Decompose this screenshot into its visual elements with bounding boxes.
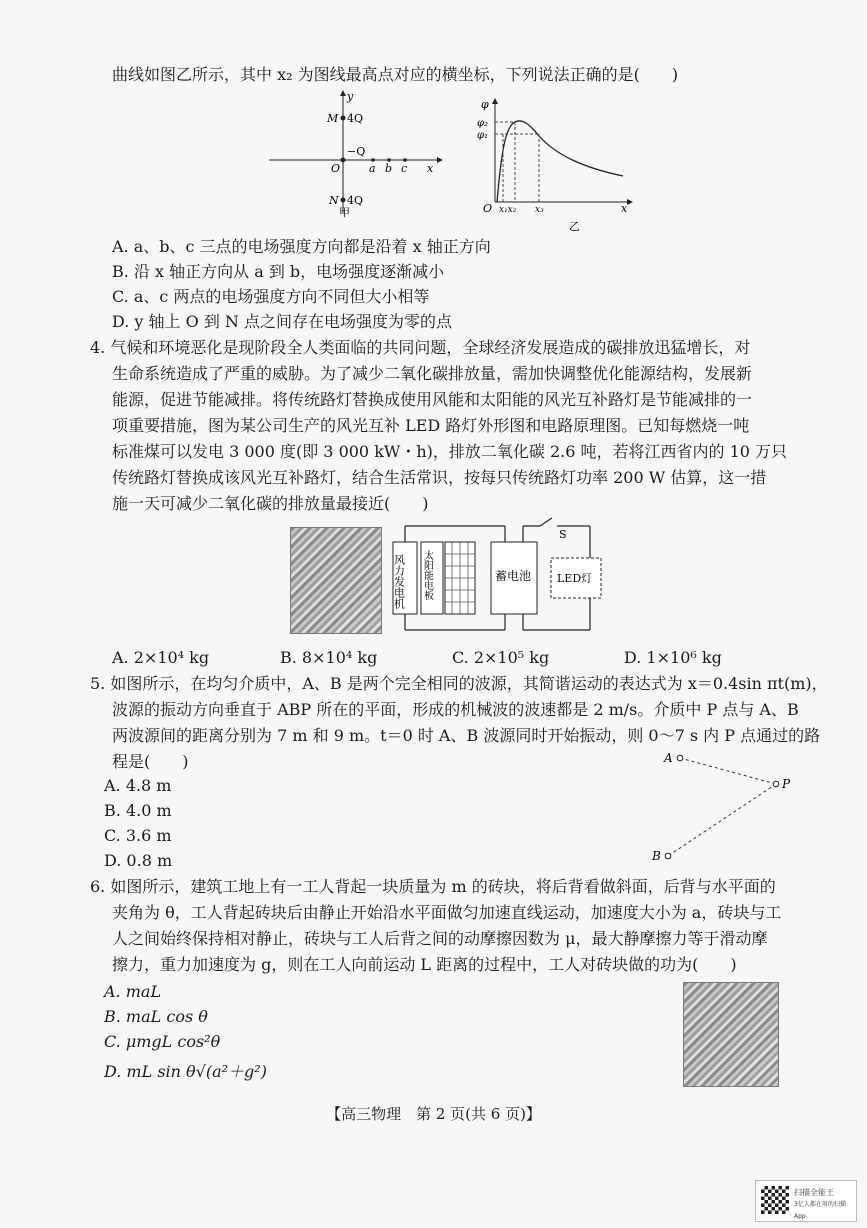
q5-line-3: 两波源间的距离分别为 7 m 和 9 m。t＝0 时 A、B 波源同时开始振动，则 0～7 s 内 P 点通过的路 — [112, 726, 821, 745]
fig-jia-O: O — [331, 162, 341, 175]
fig-yi-phi2: φ₂ — [477, 118, 489, 129]
q6-option-c: C. μmgL cos²θ — [104, 1032, 221, 1051]
q5-line-1: 5. 如图所示，在均匀介质中，A、B 是两个完全相同的波源，其简谐运动的表达式为 x＝0.4sin πt(m)， — [90, 674, 828, 693]
fig-yi-x: x — [621, 202, 628, 215]
page-footer: 【高三物理 第 2 页(共 6 页)】 — [326, 1105, 541, 1123]
q3-option-d: D. y 轴上 O 到 N 点之间存在电场强度为零的点 — [112, 312, 453, 331]
q6-line-2: 夹角为 θ，工人背起砖块后由静止开始沿水平面做匀加速直线运动，加速度大小为 a，砖块与工 — [112, 903, 782, 922]
q4-line-5: 标准煤可以发电 3 000 度(即 3 000 kW・h)，排放二氧化碳 2.6 吨，若将江西省内的 10 万只 — [112, 442, 788, 461]
q5-option-c: C. 3.6 m — [104, 826, 172, 845]
q6-line-4: 擦力，重力加速度为 g，则在工人向前运动 L 距离的过程中，工人对砖块做的功为( ) — [112, 955, 737, 974]
q5-fig-A: A — [664, 751, 673, 765]
q4-option-c: C. 2×10⁵ kg — [452, 648, 550, 667]
fig-jia-N: N — [329, 194, 339, 207]
q4-line-3: 能源，促进节能减排。将传统路灯替换成使用风能和太阳能的风光互补路灯是节能减排的一 — [112, 390, 753, 409]
q6-option-b: B. maL cos θ — [104, 1007, 208, 1026]
fig-yi-x1x2: x₁x₂ — [499, 205, 517, 215]
q3-option-a: A. a、b、c 三点的电场强度方向都是沿着 x 轴正方向 — [112, 237, 491, 256]
fig-jia-c: c — [401, 162, 408, 175]
scanner-name: 扫描全能王 — [794, 1188, 834, 1197]
fig-jia-a: a — [369, 162, 376, 175]
fig-jia-4Q-bottom: 4Q — [347, 194, 364, 207]
figure-jia — [265, 88, 445, 218]
q5-line-2: 波源的振动方向垂直于 ABP 所在的平面，形成的机械波的波速都是 2 m/s。介质中 P 点与 A、B — [112, 700, 799, 719]
q3-intro: 曲线如图乙所示，其中 x₂ 为图线最高点对应的横坐标，下列说法正确的是( ) — [112, 65, 679, 84]
q6-line-3: 人之间始终保持相对静止，砖块与工人后背之间的动摩擦因数为 μ，最大静摩擦力等于滑动摩 — [112, 929, 768, 948]
q6-line-1: 6. 如图所示，建筑工地上有一工人背起一块质量为 m 的砖块，将后背看做斜面，后背与水平面的 — [90, 877, 776, 896]
q5-figure — [652, 748, 800, 864]
fig-jia-caption: 甲 — [339, 206, 350, 219]
q6-option-a: A. maL — [104, 982, 162, 1001]
q4-option-b: B. 8×10⁴ kg — [280, 648, 378, 667]
figure-yi — [475, 96, 635, 234]
q5-option-b: B. 4.0 m — [104, 801, 172, 820]
circuit-switch-label: S — [559, 528, 567, 541]
q4-line-4: 项重要措施，图为某公司生产的风光互补 LED 路灯外形图和电路原理图。已知每燃烧一吨 — [112, 416, 750, 435]
fig-yi-caption: 乙 — [569, 220, 580, 233]
fig-jia-b: b — [385, 162, 393, 175]
fig-yi-x3: x₃ — [535, 205, 544, 215]
fig-jia-x: x — [427, 162, 434, 175]
fig-yi-O: O — [483, 202, 493, 215]
street-light-photo — [290, 527, 382, 634]
q5-option-d: D. 0.8 m — [104, 851, 173, 870]
circuit-generator-label: 风力发电机 — [392, 554, 406, 609]
scanner-sub: 3亿人都在用的扫描App — [794, 1201, 846, 1220]
q3-option-b: B. 沿 x 轴正方向从 a 到 b，电场强度逐渐减小 — [112, 262, 445, 281]
worker-photo — [683, 982, 779, 1087]
circuit-led-label: LED灯 — [557, 572, 593, 585]
fig-jia-4Q-top: 4Q — [347, 112, 364, 125]
q4-line-2: 生命系统造成了严重的威胁。为了减少二氧化碳排放量，需加快调整优化能源结构，发展新 — [112, 364, 753, 383]
q3-option-c: C. a、c 两点的电场强度方向不同但大小相等 — [112, 287, 430, 306]
q4-option-d: D. 1×10⁶ kg — [624, 648, 722, 667]
q6-option-d: D. mL sin θ√(a²＋g²) — [104, 1062, 267, 1081]
circuit-panel-label: 太阳能电板 — [421, 550, 433, 600]
q5-option-a: A. 4.8 m — [104, 776, 172, 795]
circuit-battery-label: 蓄电池 — [495, 569, 532, 583]
q5-fig-B: B — [652, 849, 661, 863]
fig-jia-minusQ: −Q — [347, 145, 366, 158]
scanner-watermark — [755, 1180, 857, 1222]
circuit-diagram — [385, 520, 615, 638]
qr-code-icon — [761, 1186, 789, 1214]
q4-line-7: 施一天可减少二氧化碳的排放量最接近( ) — [112, 494, 429, 513]
fig-yi-phi: φ — [481, 98, 489, 111]
fig-jia-M: M — [327, 112, 339, 125]
q4-line-6: 传统路灯替换成该风光互补路灯，结合生活常识，按每只传统路灯功率 200 W 估算，这一措 — [112, 468, 767, 487]
q5-fig-P: P — [782, 777, 791, 791]
fig-yi-phi1: φ₁ — [477, 130, 489, 141]
q4-option-a: A. 2×10⁴ kg — [112, 648, 210, 667]
q5-line-4: 程是( ) — [112, 752, 189, 771]
fig-jia-y: y — [347, 90, 354, 103]
q4-line-1: 4. 气候和环境恶化是现阶段全人类面临的共同问题，全球经济发展造成的碳排放迅猛增长，对 — [90, 338, 751, 357]
